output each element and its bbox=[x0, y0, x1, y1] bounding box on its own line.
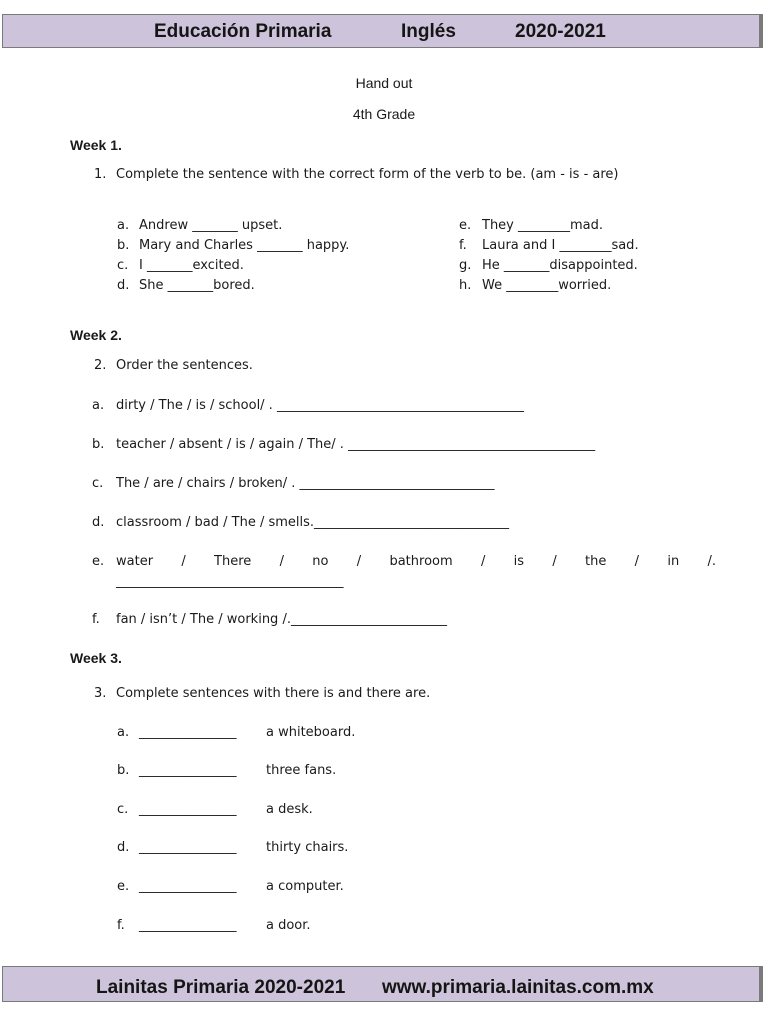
list-item-letter: a. bbox=[117, 725, 130, 740]
list-item: a computer. bbox=[266, 879, 344, 894]
list-item-blank: _______________ bbox=[139, 763, 237, 778]
list-item-letter: d. bbox=[117, 840, 130, 855]
word: / bbox=[181, 554, 186, 569]
footer-band bbox=[2, 966, 763, 1002]
list-item-letter: b. bbox=[117, 763, 130, 778]
list-item: Andrew _______ upset. bbox=[139, 218, 283, 233]
word: is bbox=[513, 554, 525, 569]
list-item: dirty / The / is / school/ . ______________________________________ bbox=[116, 398, 524, 413]
word: bathroom bbox=[389, 554, 453, 569]
word: no bbox=[312, 554, 329, 569]
list-item: a desk. bbox=[266, 802, 313, 817]
list-item: I _______excited. bbox=[139, 258, 244, 273]
grade-label: 4th Grade bbox=[352, 106, 416, 122]
list-item: a whiteboard. bbox=[266, 725, 356, 740]
week1-instruction-number: 1. bbox=[94, 167, 107, 182]
word: / bbox=[634, 554, 640, 569]
answer-line: ___________________________________ bbox=[116, 574, 344, 589]
list-item-letter: f. bbox=[92, 612, 100, 627]
list-item-blank: _______________ bbox=[139, 918, 237, 933]
list-item-letter: e. bbox=[117, 879, 130, 894]
list-item: thirty chairs. bbox=[266, 840, 349, 855]
list-item-blank: _______________ bbox=[139, 840, 237, 855]
page-title: Hand out bbox=[355, 75, 413, 91]
word: / bbox=[480, 554, 486, 569]
list-item-letter: c. bbox=[117, 258, 129, 273]
list-item: We ________worried. bbox=[482, 278, 612, 293]
list-item-blank: _______________ bbox=[139, 802, 237, 817]
week2-instruction: Order the sentences. bbox=[116, 358, 253, 373]
list-item: fan / isn’t / The / working /.________________________ bbox=[116, 612, 447, 627]
word: in bbox=[667, 554, 680, 569]
word: / bbox=[356, 554, 362, 569]
list-item: a door. bbox=[266, 918, 311, 933]
week2-heading: Week 2. bbox=[70, 327, 122, 343]
list-item: three fans. bbox=[266, 763, 337, 778]
list-item: She _______bored. bbox=[139, 278, 255, 293]
word: / bbox=[552, 554, 557, 569]
header-year: 2020-2021 bbox=[515, 21, 606, 42]
week1-instruction: Complete the sentence with the correct form of the verb to be. (am - is - are) bbox=[116, 167, 619, 182]
list-item-letter: b. bbox=[117, 238, 130, 253]
list-item-letter: c. bbox=[92, 476, 104, 491]
list-item-letter: a. bbox=[117, 218, 130, 233]
list-item: classroom / bad / The / smells.______________________________ bbox=[116, 515, 510, 530]
list-item-blank: _______________ bbox=[139, 879, 237, 894]
header-subject: Inglés bbox=[401, 21, 456, 42]
list-item-letter: d. bbox=[117, 278, 130, 293]
list-item-letter: a. bbox=[92, 398, 105, 413]
list-item: Laura and I ________sad. bbox=[482, 238, 639, 253]
footer-website-link[interactable]: www.primaria.lainitas.com.mx bbox=[382, 977, 654, 998]
list-item-letter: e. bbox=[92, 554, 105, 569]
word: There bbox=[214, 554, 252, 569]
list-item: He _______disappointed. bbox=[482, 258, 638, 273]
header-school: Educación Primaria bbox=[154, 21, 332, 42]
list-item: The / are / chairs / broken/ . ______________________________ bbox=[116, 476, 495, 491]
list-item-letter: d. bbox=[92, 515, 105, 530]
week2-instruction-number: 2. bbox=[94, 358, 107, 373]
week3-heading: Week 3. bbox=[70, 650, 122, 666]
list-item-letter: f. bbox=[459, 238, 467, 253]
word: the bbox=[585, 554, 607, 569]
word: water bbox=[116, 554, 154, 569]
week3-instruction: Complete sentences with there is and there are. bbox=[116, 686, 431, 701]
footer-left-text: Lainitas Primaria 2020-2021 bbox=[96, 977, 346, 998]
week3-instruction-number: 3. bbox=[94, 686, 107, 701]
header-band bbox=[2, 14, 763, 48]
list-item-letter: b. bbox=[92, 437, 105, 452]
list-item: Mary and Charles _______ happy. bbox=[139, 238, 350, 253]
list-item: teacher / absent / is / again / The/ . ______________________________________ bbox=[116, 437, 596, 452]
list-item-blank: _______________ bbox=[139, 725, 237, 740]
justified-sentence bbox=[116, 554, 716, 570]
list-item-letter: f. bbox=[117, 918, 125, 933]
week1-heading: Week 1. bbox=[70, 137, 122, 153]
list-item-letter: g. bbox=[459, 258, 472, 273]
list-item-letter: h. bbox=[459, 278, 472, 293]
list-item: They ________mad. bbox=[482, 218, 604, 233]
word: /. bbox=[707, 554, 716, 569]
word: / bbox=[279, 554, 284, 569]
list-item-letter: c. bbox=[117, 802, 129, 817]
list-item-letter: e. bbox=[459, 218, 472, 233]
